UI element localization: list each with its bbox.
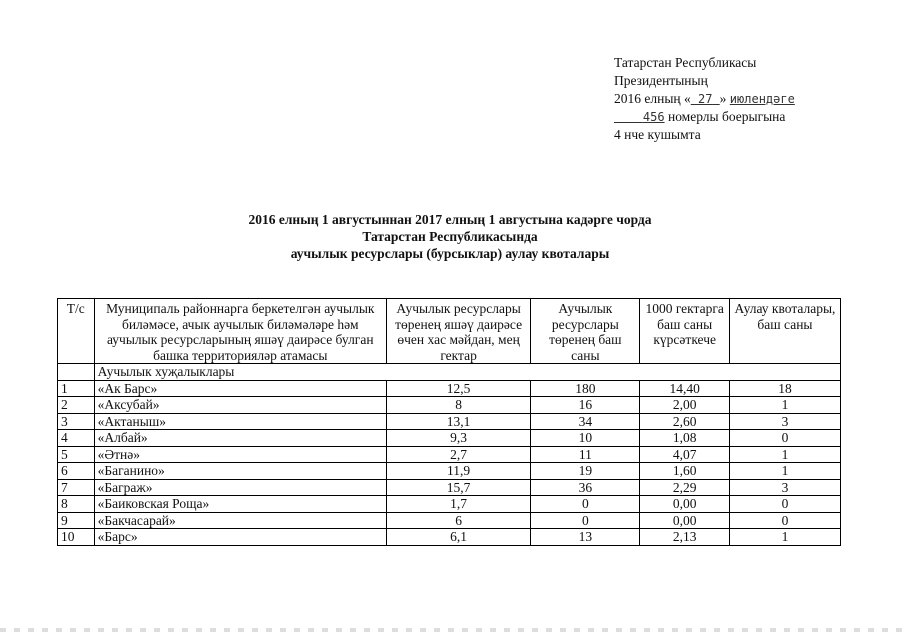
table-row xyxy=(58,397,841,414)
row-count: 36 xyxy=(531,479,640,496)
row-quota: 1 xyxy=(729,446,840,463)
annex-line-republic: Татарстан Республикасы xyxy=(614,55,757,70)
row-density: 0,00 xyxy=(640,496,730,513)
title-line-1: 2016 елның 1 августыннан 2017 елның 1 августына кадәрге чорда xyxy=(248,212,652,227)
row-quota: 1 xyxy=(729,463,840,480)
row-quota: 3 xyxy=(729,413,840,430)
row-count: 180 xyxy=(531,380,640,397)
row-name: «Баграж» xyxy=(94,479,386,496)
table-row xyxy=(58,446,841,463)
table-row xyxy=(58,496,841,513)
row-density: 4,07 xyxy=(640,446,730,463)
row-index: 3 xyxy=(58,413,95,430)
annex-day: 27 xyxy=(697,92,713,106)
row-area: 12,5 xyxy=(386,380,530,397)
row-area: 6 xyxy=(386,512,530,529)
header-area: Аучылык ресурслары төренең яшәү даирәсе өчен хас мәйдан, мең гектар xyxy=(386,299,530,364)
row-count: 0 xyxy=(531,496,640,513)
row-name: «Албай» xyxy=(94,430,386,447)
row-name: «Ак Барс» xyxy=(94,380,386,397)
row-index: 10 xyxy=(58,529,95,546)
row-density: 14,40 xyxy=(640,380,730,397)
row-area: 1,7 xyxy=(386,496,530,513)
header-density: 1000 гектарга баш саны күрсәткече xyxy=(640,299,730,364)
scan-artifact xyxy=(0,628,905,632)
row-quota: 3 xyxy=(729,479,840,496)
table-row xyxy=(58,380,841,397)
row-quota: 1 xyxy=(729,397,840,414)
row-count: 16 xyxy=(531,397,640,414)
header-quota: Аулау квоталары, баш саны xyxy=(729,299,840,364)
row-density: 1,60 xyxy=(640,463,730,480)
row-name: «Аксубай» xyxy=(94,397,386,414)
section-label: Аучылык хуҗалыклары xyxy=(94,364,840,381)
row-count: 19 xyxy=(531,463,640,480)
row-count: 11 xyxy=(531,446,640,463)
row-name: «Баганино» xyxy=(94,463,386,480)
header-count: Аучылык ресурслары төренең баш саны xyxy=(531,299,640,364)
annex-quote-close: » xyxy=(719,91,727,106)
row-index: 7 xyxy=(58,479,95,496)
annex-month: июлендәге xyxy=(729,92,795,106)
row-name: «Бакчасарай» xyxy=(94,512,386,529)
header-name: Муниципаль районнарга беркетелгән аучылык биләмәсе, ачык аучылык биләмәләре һәм аучылык ресурсларының яшәү даирәсе булган башка территорияләр атамасы xyxy=(94,299,386,364)
title-line-2: Татарстан Республикасында xyxy=(362,229,538,244)
annex-block xyxy=(614,54,795,144)
table-row xyxy=(58,413,841,430)
row-quota: 0 xyxy=(729,496,840,513)
row-area: 15,7 xyxy=(386,479,530,496)
annex-line-president: Президентының xyxy=(614,73,708,88)
row-area: 2,7 xyxy=(386,446,530,463)
row-area: 6,1 xyxy=(386,529,530,546)
annex-line-appendix: 4 нче кушымта xyxy=(614,127,701,142)
row-quota: 1 xyxy=(729,529,840,546)
row-density: 2,13 xyxy=(640,529,730,546)
section-row xyxy=(58,364,841,381)
row-density: 2,29 xyxy=(640,479,730,496)
header-index: Т/с xyxy=(58,299,95,364)
row-index: 5 xyxy=(58,446,95,463)
annex-year-prefix: 2016 елның « xyxy=(614,91,691,106)
row-density: 2,60 xyxy=(640,413,730,430)
row-index: 4 xyxy=(58,430,95,447)
row-index: 8 xyxy=(58,496,95,513)
row-quota: 18 xyxy=(729,380,840,397)
row-index: 9 xyxy=(58,512,95,529)
row-density: 2,00 xyxy=(640,397,730,414)
table-row xyxy=(58,529,841,546)
title-line-3: аучылык ресурслары (бурсыклар) аулау квоталары xyxy=(290,246,610,261)
annex-line-date xyxy=(614,90,795,108)
quota-table xyxy=(57,298,841,546)
row-count: 34 xyxy=(531,413,640,430)
row-index: 2 xyxy=(58,397,95,414)
row-area: 13,1 xyxy=(386,413,530,430)
row-name: «Актаныш» xyxy=(94,413,386,430)
table-header-row xyxy=(58,299,841,364)
row-density: 1,08 xyxy=(640,430,730,447)
table-row xyxy=(58,430,841,447)
row-count: 0 xyxy=(531,512,640,529)
table-row xyxy=(58,512,841,529)
document-title xyxy=(120,211,780,262)
table-row xyxy=(58,463,841,480)
table-row xyxy=(58,479,841,496)
row-name: «Барс» xyxy=(94,529,386,546)
row-name: «Әтнә» xyxy=(94,446,386,463)
annex-number: 456 xyxy=(642,110,665,124)
row-name: «Баиковская Роща» xyxy=(94,496,386,513)
annex-line-number xyxy=(614,108,795,126)
row-quota: 0 xyxy=(729,512,840,529)
row-quota: 0 xyxy=(729,430,840,447)
row-count: 10 xyxy=(531,430,640,447)
row-area: 8 xyxy=(386,397,530,414)
annex-number-suffix: номерлы боерыгына xyxy=(667,109,786,124)
row-density: 0,00 xyxy=(640,512,730,529)
row-count: 13 xyxy=(531,529,640,546)
row-index: 6 xyxy=(58,463,95,480)
row-index: 1 xyxy=(58,380,95,397)
row-area: 9,3 xyxy=(386,430,530,447)
row-area: 11,9 xyxy=(386,463,530,480)
